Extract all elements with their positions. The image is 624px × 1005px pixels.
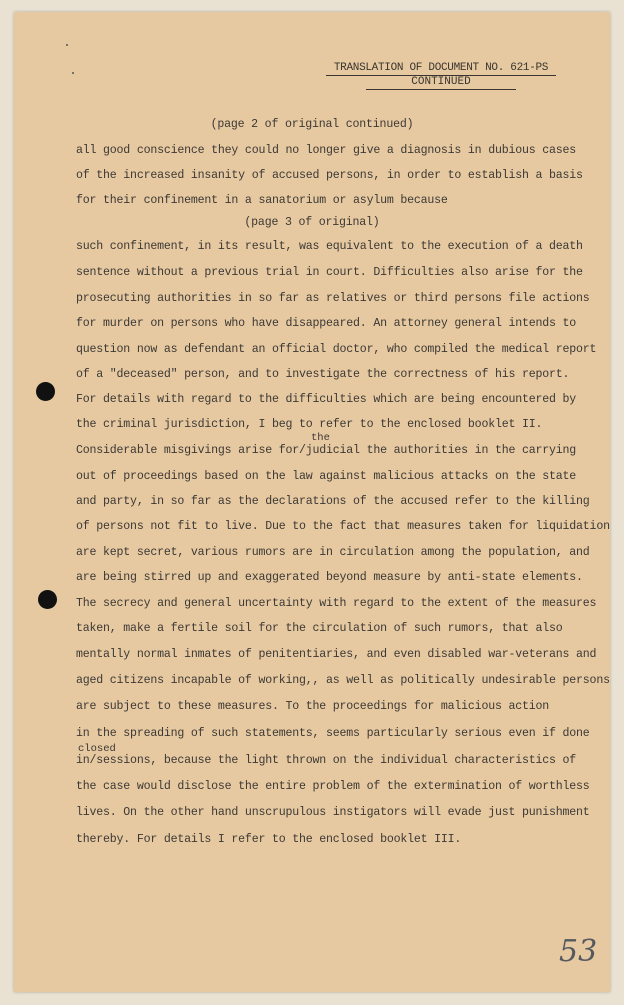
text-line: the case would disclose the entire problem of the extermination of worthless <box>76 780 590 793</box>
text-line: are subject to these measures. To the proceedings for malicious action <box>76 700 550 713</box>
text-line: in the spreading of such statements, seems particularly serious even if done <box>76 727 590 740</box>
text-line: taken, make a fertile soil for the circulation of such rumors, that also <box>76 622 563 635</box>
text-line: all good conscience they could no longer give a diagnosis in dubious cases <box>76 144 577 157</box>
text-line: out of proceedings based on the law against malicious attacks on the state <box>76 470 577 483</box>
paper-speck <box>66 44 68 46</box>
header-subtitle: CONTINUED <box>366 76 516 90</box>
text-line: thereby. For details I refer to the enclosed booklet III. <box>76 833 462 846</box>
text-line: sentence without a previous trial in court. Difficulties also arise for the <box>76 266 583 279</box>
text-line: Considerable misgivings arise for/judicial the authorities in the carrying <box>76 444 577 457</box>
text-line: of a "deceased" person, and to investigate the correctness of his report. <box>76 368 570 381</box>
text-line: the criminal jurisdiction, I beg to refer to the enclosed booklet II. <box>76 418 543 431</box>
text-line: question now as defendant an official doctor, who compiled the medical report <box>76 343 597 356</box>
insertion-the: the <box>311 432 330 444</box>
text-line: The secrecy and general uncertainty with regard to the extent of the measures <box>76 597 597 610</box>
text-line: for murder on persons who have disappeared. An attorney general intends to <box>76 317 577 330</box>
document-page <box>14 12 610 992</box>
page-note-3: (page 3 of original) <box>244 216 380 229</box>
text-line: lives. On the other hand unscrupulous instigators will evade just punishment <box>76 806 590 819</box>
text-line: prosecuting authorities in so far as relatives or third persons file actions <box>76 292 590 305</box>
document-header <box>326 62 556 90</box>
text-line: mentally normal inmates of penitentiaries, and even disabled war-veterans and <box>76 648 597 661</box>
insertion-closed: closed <box>78 743 116 755</box>
header-title: TRANSLATION OF DOCUMENT NO. 621-PS <box>326 62 556 76</box>
punch-hole <box>38 590 57 609</box>
text-line: are being stirred up and exaggerated beyond measure by anti-state elements. <box>76 571 583 584</box>
text-line: For details with regard to the difficulties which are being encountered by <box>76 393 577 406</box>
text-line: and party, in so far as the declarations of the accused refer to the killing <box>76 495 590 508</box>
page-note-2-continued: (page 2 of original continued) <box>210 118 414 131</box>
text-line: of persons not fit to live. Due to the fact that measures taken for liquidation <box>76 520 610 533</box>
text-line: for their confinement in a sanatorium or asylum because <box>76 194 448 207</box>
text-line: aged citizens incapable of working,, as well as politically undesirable persons <box>76 674 610 687</box>
text-line: such confinement, in its result, was equivalent to the execution of a death <box>76 240 583 253</box>
text-line: in/sessions, because the light thrown on the individual characteristics of <box>76 754 577 767</box>
paper-speck <box>72 72 74 74</box>
text-line: are kept secret, various rumors are in circulation among the population, and <box>76 546 590 559</box>
handwritten-page-number: 53 <box>559 934 598 969</box>
punch-hole <box>36 382 55 401</box>
text-line: of the increased insanity of accused persons, in order to establish a basis <box>76 169 583 182</box>
